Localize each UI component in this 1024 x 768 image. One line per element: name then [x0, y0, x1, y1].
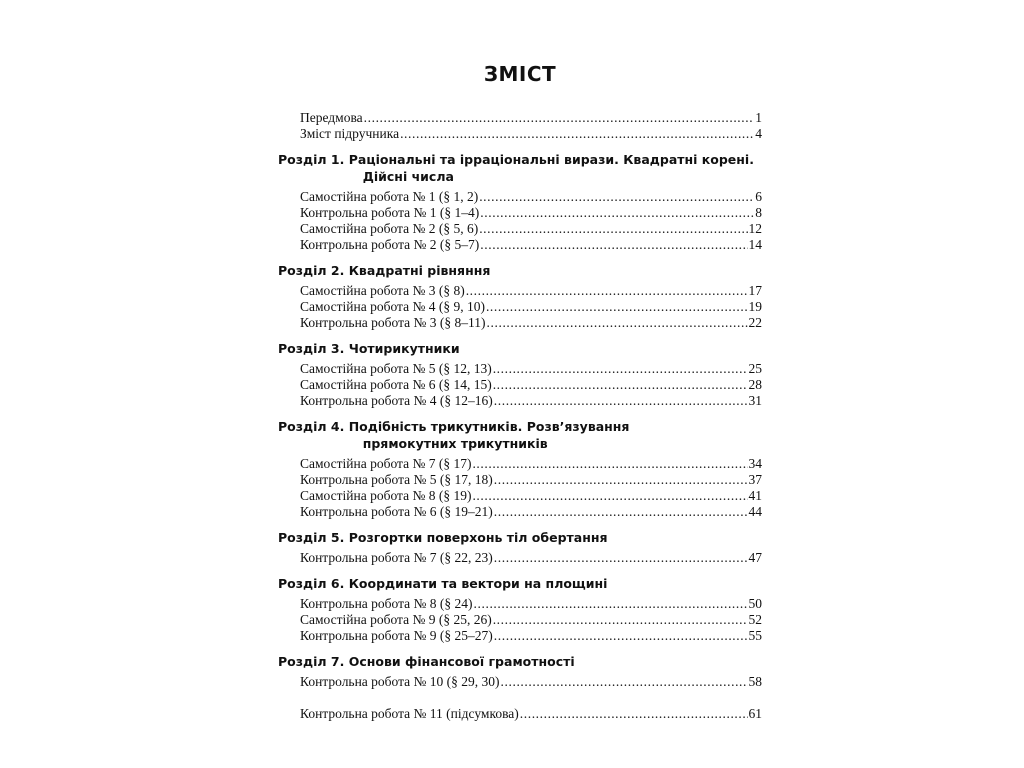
toc-entry-page: 37 — [748, 472, 762, 487]
dot-leader — [494, 472, 748, 488]
dot-leader — [479, 221, 747, 237]
toc-entry-page: 52 — [748, 612, 762, 627]
toc-entry-page: 14 — [748, 237, 762, 252]
toc-entry — [300, 205, 762, 221]
toc-entry-label: Самостійна робота № 8 (§ 19) — [300, 488, 472, 503]
section-number: Розділ 4. — [278, 419, 345, 434]
dot-leader — [494, 504, 748, 520]
section-title — [349, 653, 762, 670]
dot-leader — [494, 628, 748, 644]
dot-leader — [400, 126, 754, 142]
toc-entry-page: 8 — [755, 205, 762, 220]
toc-entry-label: Контрольна робота № 7 (§ 22, 23) — [300, 550, 493, 565]
section-title-line: Квадратні рівняння — [348, 263, 491, 278]
dot-leader — [480, 205, 754, 221]
section-title-line: прямокутних трикутників — [362, 436, 548, 451]
toc-entry-page: 25 — [748, 361, 762, 376]
toc-entry — [300, 628, 762, 644]
dot-leader — [474, 596, 748, 612]
toc-entry-page: 19 — [748, 299, 762, 314]
toc-entry-label: Самостійна робота № 6 (§ 14, 15) — [300, 377, 492, 392]
toc-entry-label: Самостійна робота № 5 (§ 12, 13) — [300, 361, 492, 376]
table-of-contents — [278, 62, 762, 722]
toc-entry-page: 4 — [755, 126, 762, 141]
toc-entry-page: 28 — [748, 377, 762, 392]
section-title-line: Розгортки поверхонь тіл обертання — [348, 530, 608, 545]
dot-leader — [364, 110, 755, 126]
toc-entry — [300, 237, 762, 253]
section-heading — [278, 575, 762, 592]
dot-leader — [493, 612, 748, 628]
toc-entry-label: Самостійна робота № 9 (§ 25, 26) — [300, 612, 492, 627]
dot-leader — [493, 361, 748, 377]
toc-entry — [300, 456, 762, 472]
spacer — [278, 690, 762, 706]
toc-entry-label: Самостійна робота № 1 (§ 1, 2) — [300, 189, 479, 204]
toc-entry-label: Контрольна робота № 4 (§ 12–16) — [300, 393, 493, 408]
toc-entry — [300, 674, 762, 690]
section-number: Розділ 6. — [278, 576, 345, 591]
page-title: ЗМІСТ — [483, 62, 557, 86]
toc-entry-page: 58 — [748, 674, 762, 689]
toc-entry-page: 31 — [748, 393, 762, 408]
toc-entry — [300, 361, 762, 377]
toc-entry-page: 41 — [748, 488, 762, 503]
toc-entry — [300, 393, 762, 409]
toc-entry-label: Контрольна робота № 3 (§ 8–11) — [300, 315, 486, 330]
toc-entry-page: 34 — [748, 456, 762, 471]
dot-leader — [472, 488, 747, 504]
dot-leader — [494, 550, 748, 566]
toc-entry-page: 55 — [748, 628, 762, 643]
toc-entry-label: Самостійна робота № 2 (§ 5, 6) — [300, 221, 479, 236]
section-heading — [278, 418, 762, 452]
intro-list — [278, 110, 762, 142]
toc-entry — [300, 126, 762, 142]
section-title-line: Подібність трикутників. Розв’язування — [348, 419, 630, 434]
section-title-line: Раціональні та ірраціональні вирази. Квадратні корені. — [348, 152, 754, 167]
toc-entry — [300, 550, 762, 566]
dot-leader — [472, 456, 747, 472]
toc-entry — [300, 504, 762, 520]
toc-entry — [300, 221, 762, 237]
section-number: Розділ 3. — [278, 341, 345, 356]
section-heading — [278, 340, 762, 357]
dot-leader — [466, 283, 748, 299]
section-heading — [278, 151, 762, 185]
section-title — [349, 575, 762, 592]
toc-entry-label: Контрольна робота № 1 (§ 1–4) — [300, 205, 480, 220]
section-heading — [278, 262, 762, 279]
dot-leader — [493, 377, 748, 393]
section-heading — [278, 529, 762, 546]
toc-entry-page: 17 — [748, 283, 762, 298]
toc-entry — [300, 315, 762, 331]
toc-entry — [300, 189, 762, 205]
toc-entry-page: 1 — [755, 110, 762, 125]
toc-entry — [300, 283, 762, 299]
section-title-line: Координати та вектори на площині — [348, 576, 608, 591]
toc-entry-label: Самостійна робота № 4 (§ 9, 10) — [300, 299, 485, 314]
section-number: Розділ 2. — [278, 263, 345, 278]
toc-entry-label: Контрольна робота № 5 (§ 17, 18) — [300, 472, 493, 487]
section-title — [349, 151, 762, 185]
section-title-line: Основи фінансової грамотності — [348, 654, 575, 669]
toc-entry-page: 50 — [748, 596, 762, 611]
toc-entry-label: Самостійна робота № 3 (§ 8) — [300, 283, 465, 298]
toc-entry — [300, 488, 762, 504]
toc-entry — [300, 472, 762, 488]
sections-list — [278, 151, 762, 690]
section-title — [349, 340, 762, 357]
toc-entry — [300, 377, 762, 393]
toc-entry-label: Контрольна робота № 9 (§ 25–27) — [300, 628, 493, 643]
toc-entry-label: Самостійна робота № 7 (§ 17) — [300, 456, 472, 471]
toc-entry-label: Контрольна робота № 6 (§ 19–21) — [300, 504, 493, 519]
section-number: Розділ 1. — [278, 152, 345, 167]
toc-entry — [300, 299, 762, 315]
section-title — [349, 262, 762, 279]
dot-leader — [479, 189, 754, 205]
toc-entry — [300, 110, 762, 126]
toc-entry — [300, 612, 762, 628]
toc-entry-page: 61 — [748, 706, 762, 721]
dot-leader — [501, 674, 748, 690]
dot-leader — [520, 706, 748, 722]
section-number: Розділ 7. — [278, 654, 345, 669]
toc-entry-page: 44 — [748, 504, 762, 519]
dot-leader — [494, 393, 748, 409]
toc-entry-final — [300, 706, 762, 722]
section-heading — [278, 653, 762, 670]
section-number: Розділ 5. — [278, 530, 345, 545]
toc-entry-label: Зміст підручника — [300, 126, 400, 141]
toc-entry-page: 6 — [755, 189, 762, 204]
toc-entry-page: 22 — [748, 315, 762, 330]
section-title — [349, 418, 762, 452]
toc-entry — [300, 596, 762, 612]
toc-entry-label: Контрольна робота № 11 (підсумкова) — [300, 706, 519, 721]
toc-entry-label: Контрольна робота № 8 (§ 24) — [300, 596, 473, 611]
section-title-line: Чотирикутники — [348, 341, 460, 356]
toc-entry-page: 47 — [748, 550, 762, 565]
toc-entry-label: Передмова — [300, 110, 363, 125]
dot-leader — [486, 299, 748, 315]
section-title-line: Дійсні числа — [362, 169, 454, 184]
toc-entry-label: Контрольна робота № 2 (§ 5–7) — [300, 237, 480, 252]
dot-leader — [480, 237, 747, 253]
toc-entry-label: Контрольна робота № 10 (§ 29, 30) — [300, 674, 500, 689]
toc-entry-page: 12 — [748, 221, 762, 236]
section-title — [349, 529, 762, 546]
dot-leader — [487, 315, 748, 331]
